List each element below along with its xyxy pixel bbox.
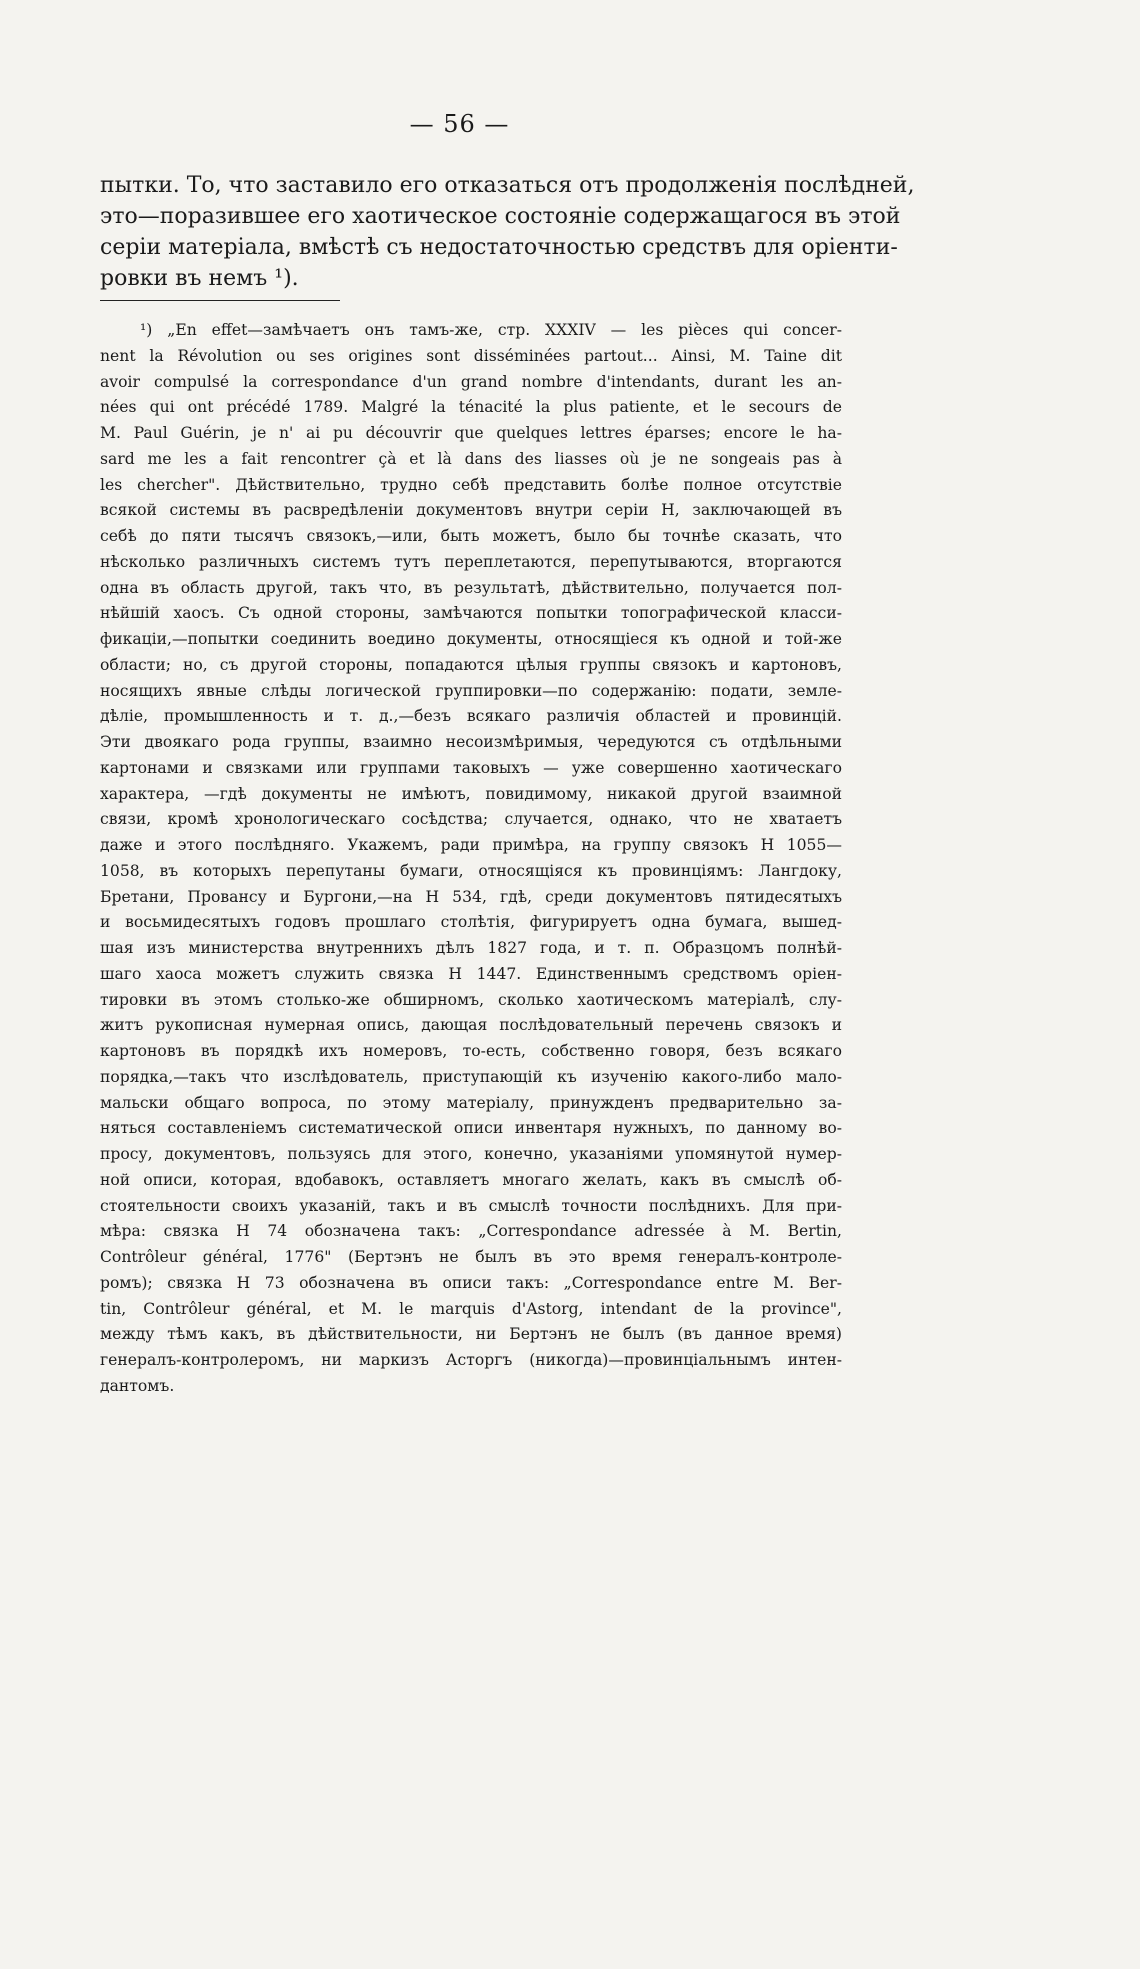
footnote-line: даже и этого послѣдняго. Укажемъ, ради примѣра, на группу связокъ H 1055— xyxy=(100,836,842,854)
footnote-line: avoir compulsé la correspondance d'un grand nombre d'intendants, durant les an- xyxy=(100,372,842,391)
footnote-line: стоятельности своихъ указаній, такъ и въ смыслѣ точности послѣднихъ. Для при- xyxy=(100,1196,842,1215)
footnote-line: дантомъ. xyxy=(100,1376,175,1395)
footnote-line: генералъ-контролеромъ, ни маркизъ Асторгъ (никогда)—провинціальнымъ интен- xyxy=(100,1351,842,1369)
footnote-line: связи, кромѣ хронологическаго сосѣдства; случается, однако, что не хватаетъ xyxy=(100,810,842,829)
footnote-line: nent la Révolution ou ses origines sont disséminées partout... Ainsi, M. Taine dit xyxy=(100,346,842,365)
main-text-line: серіи матеріала, вмѣстѣ съ недостаточностью средствъ для оріенти- xyxy=(100,235,898,260)
footnote-line: себѣ до пяти тысячъ связокъ,—или, быть можетъ, было бы точнѣе сказать, что xyxy=(100,527,842,545)
footnote-line: M. Paul Guérin, je n' ai pu découvrir que quelques lettres éparses; encore le ha- xyxy=(100,424,842,442)
footnote-line: Contrôleur général, 1776" (Бертэнъ не былъ въ это время генералъ-контроле- xyxy=(100,1248,842,1266)
footnote-marker: ¹) xyxy=(140,321,153,339)
footnote-line: мѣра: связка H 74 обозначена такъ: „Correspondance adressée à M. Bertin, xyxy=(100,1222,842,1241)
main-text xyxy=(100,170,915,294)
footnote-line: характера, —гдѣ документы не имѣютъ, повидимому, никакой другой взаимной xyxy=(100,784,842,803)
footnote-line: шаго хаоса можетъ служить связка H 1447. Единственнымъ средствомъ оріен- xyxy=(100,964,842,983)
footnote-line xyxy=(100,318,842,344)
footnote-line: просу, документовъ, пользуясь для этого, конечно, указаніями упомянутой нумер- xyxy=(100,1145,842,1163)
footnote-line: шая изъ министерства внутреннихъ дѣлъ 1827 года, и т. п. Образцомъ полнѣй- xyxy=(100,939,842,957)
footnote-line: tin, Contrôleur général, et M. le marquis d'Astorg, intendant de la province", xyxy=(100,1299,842,1318)
footnote-line: фикаціи,—попытки соединить воедино документы, относящіеся къ одной и той-же xyxy=(100,630,842,648)
footnote-line: les chercher". Дѣйствительно, трудно себѣ представить болѣе полное отсутствіе xyxy=(100,475,842,494)
footnote-line: ромъ); связка H 73 обозначена въ описи такъ: „Correspondance entre M. Ber- xyxy=(100,1273,842,1292)
footnote-line: дѣліе, промышленность и т. д.,—безъ всякаго различія областей и провинцій. xyxy=(100,707,842,726)
footnote-line: порядка,—такъ что изслѣдователь, приступающій къ изученію какого-либо мало- xyxy=(100,1067,842,1086)
footnote-separator xyxy=(100,300,340,301)
main-text-line: пытки. То, что заставило его отказаться отъ продолженія послѣдней, xyxy=(100,173,915,198)
footnote-line: житъ рукописная нумерная опись, дающая послѣдовательный перечень связокъ и xyxy=(100,1016,842,1035)
main-text-line: ровки въ немъ ¹). xyxy=(100,266,299,291)
footnote-line: 1058, въ которыхъ перепутаны бумаги, относящіяся къ провинціямъ: Лангдоку, xyxy=(100,861,842,880)
footnote-line: одна въ область другой, такъ что, въ результатѣ, дѣйствительно, получается пол- xyxy=(100,578,842,597)
footnote-line-text: „En effet—замѣчаетъ онъ тамъ-же, стр. XXXIV — les pièces qui concer- xyxy=(167,321,842,339)
main-text-line: это—поразившее его хаотическое состояніе содержащагося въ этой xyxy=(100,204,901,229)
footnote-line: ной описи, которая, вдобавокъ, оставляетъ многаго желать, какъ въ смыслѣ об- xyxy=(100,1170,842,1189)
footnote-line: и восьмидесятыхъ годовъ прошлаго столѣтія, фигурируетъ одна бумага, вышед- xyxy=(100,913,842,932)
page-number: — 56 — xyxy=(409,110,510,138)
footnote-line: картоновъ въ порядкѣ ихъ номеровъ, то-есть, собственно говоря, безъ всякаго xyxy=(100,1042,842,1060)
footnote-line: нѣйшій хаосъ. Съ одной стороны, замѣчаются попытки топографической класси- xyxy=(100,604,842,623)
footnote-line: мальски общаго вопроса, по этому матеріалу, принужденъ предварительно за- xyxy=(100,1093,842,1112)
footnote-line: nées qui ont précédé 1789. Malgré la ténacité la plus patiente, et le secours de xyxy=(100,398,842,417)
footnote-line: няться составленіемъ систематической описи инвентаря нужныхъ, по данному во- xyxy=(100,1119,842,1138)
footnote-line: Бретани, Провансу и Бургони,—на H 534, гдѣ, среди документовъ пятидесятыхъ xyxy=(100,887,842,906)
footnote-line: картонами и связками или группами таковыхъ — уже совершенно хаотическаго xyxy=(100,758,842,777)
footnote-line: тировки въ этомъ столько-же обширномъ, сколько хаотическомъ матеріалѣ, слу- xyxy=(100,990,842,1009)
footnote-line: между тѣмъ какъ, въ дѣйствительности, ни Бертэнъ не былъ (въ данное время) xyxy=(100,1325,842,1344)
footnote-line: нѣсколько различныхъ системъ тутъ переплетаются, перепутываются, вторгаются xyxy=(100,552,842,571)
footnote-line: Эти двоякаго рода группы, взаимно несоизмѣримыя, чередуются съ отдѣльными xyxy=(100,733,842,751)
footnote-line: sard me les a fait rencontrer çà et là dans des liasses où je ne songeais pas à xyxy=(100,449,842,468)
footnote-line: области; но, съ другой стороны, попадаются цѣлыя группы связокъ и картоновъ, xyxy=(100,655,842,674)
footnote-line: всякой системы въ расвредѣленіи документовъ внутри серіи H, заключающей въ xyxy=(100,501,842,520)
footnote-line: носящихъ явные слѣды логической группировки—по содержанію: подати, земле- xyxy=(100,681,842,700)
footnote xyxy=(100,318,842,1400)
